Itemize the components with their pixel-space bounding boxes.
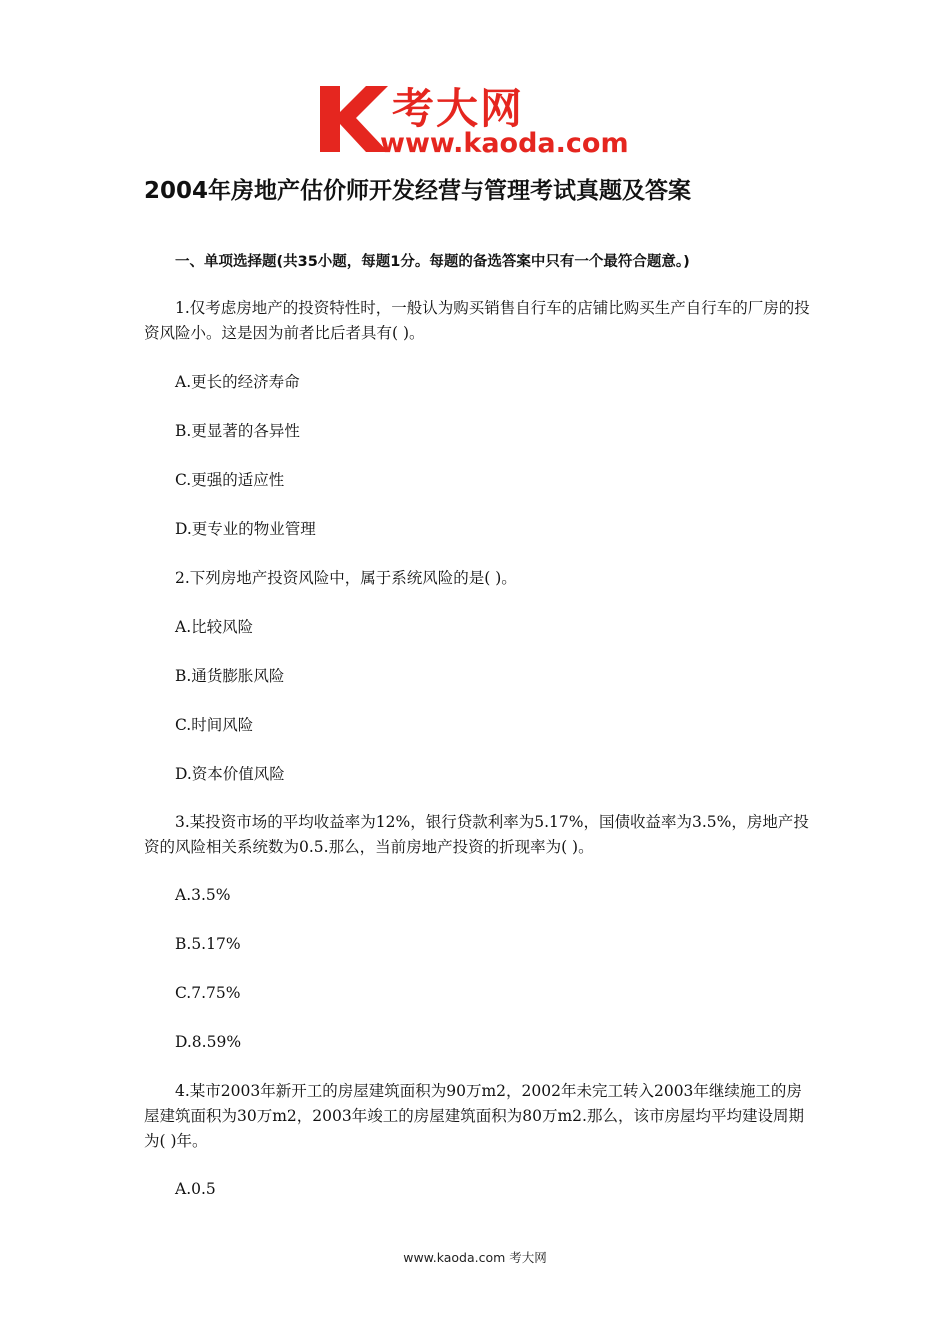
kaoda-logo	[318, 82, 638, 160]
question-2-option-a: A.比较风险	[175, 618, 254, 636]
question-3-stem: 3.某投资市场的平均收益率为12%，银行贷款利率为5.17%，国债收益率为3.5%，房地产投资的风险相关系统数为0.5.那么，当前房地产投资的折现率为( )。	[144, 813, 809, 856]
question-3-option-a: A.3.5%	[175, 886, 231, 904]
question-2-stem: 2.下列房地产投资风险中，属于系统风险的是( )。	[175, 569, 517, 587]
section-heading: 一、单项选择题(共35小题，每题1分。每题的备选答案中只有一个最符合题意。)	[175, 254, 690, 270]
page-title: 2004年房地产估价师开发经营与管理考试真题及答案	[144, 178, 692, 204]
question-2-option-d: D.资本价值风险	[175, 765, 285, 783]
question-1-stem: 1.仅考虑房地产的投资特性时，一般认为购买销售自行车的店铺比购买生产自行车的厂房的投资风险小。这是因为前者比后者具有( )。	[144, 299, 810, 342]
page-footer: www.kaoda.com 考大网	[403, 1250, 547, 1265]
question-1-option-c: C.更强的适应性	[175, 471, 285, 489]
question-1-option-b: B.更显著的各异性	[175, 422, 300, 440]
logo-url: www.kaoda.com	[380, 128, 629, 159]
question-2-option-c: C.时间风险	[175, 716, 254, 734]
question-3-option-b: B.5.17%	[175, 935, 241, 953]
question-3-option-d: D.8.59%	[175, 1033, 242, 1051]
logo-chinese-name: 考大网	[392, 84, 525, 133]
question-4-option-a: A.0.5	[175, 1180, 216, 1198]
question-2-option-b: B.通货膨胀风险	[175, 667, 285, 685]
question-1-option-a: A.更长的经济寿命	[175, 373, 300, 391]
question-4-stem: 4.某市2003年新开工的房屋建筑面积为90万m2，2002年未完工转入2003年继续施工的房屋建筑面积为30万m2，2003年竣工的房屋建筑面积为80万m2.那么，该市房屋均平均建设周期为( )年。	[144, 1082, 804, 1150]
question-1-option-d: D.更专业的物业管理	[175, 520, 316, 538]
question-3-option-c: C.7.75%	[175, 984, 241, 1002]
